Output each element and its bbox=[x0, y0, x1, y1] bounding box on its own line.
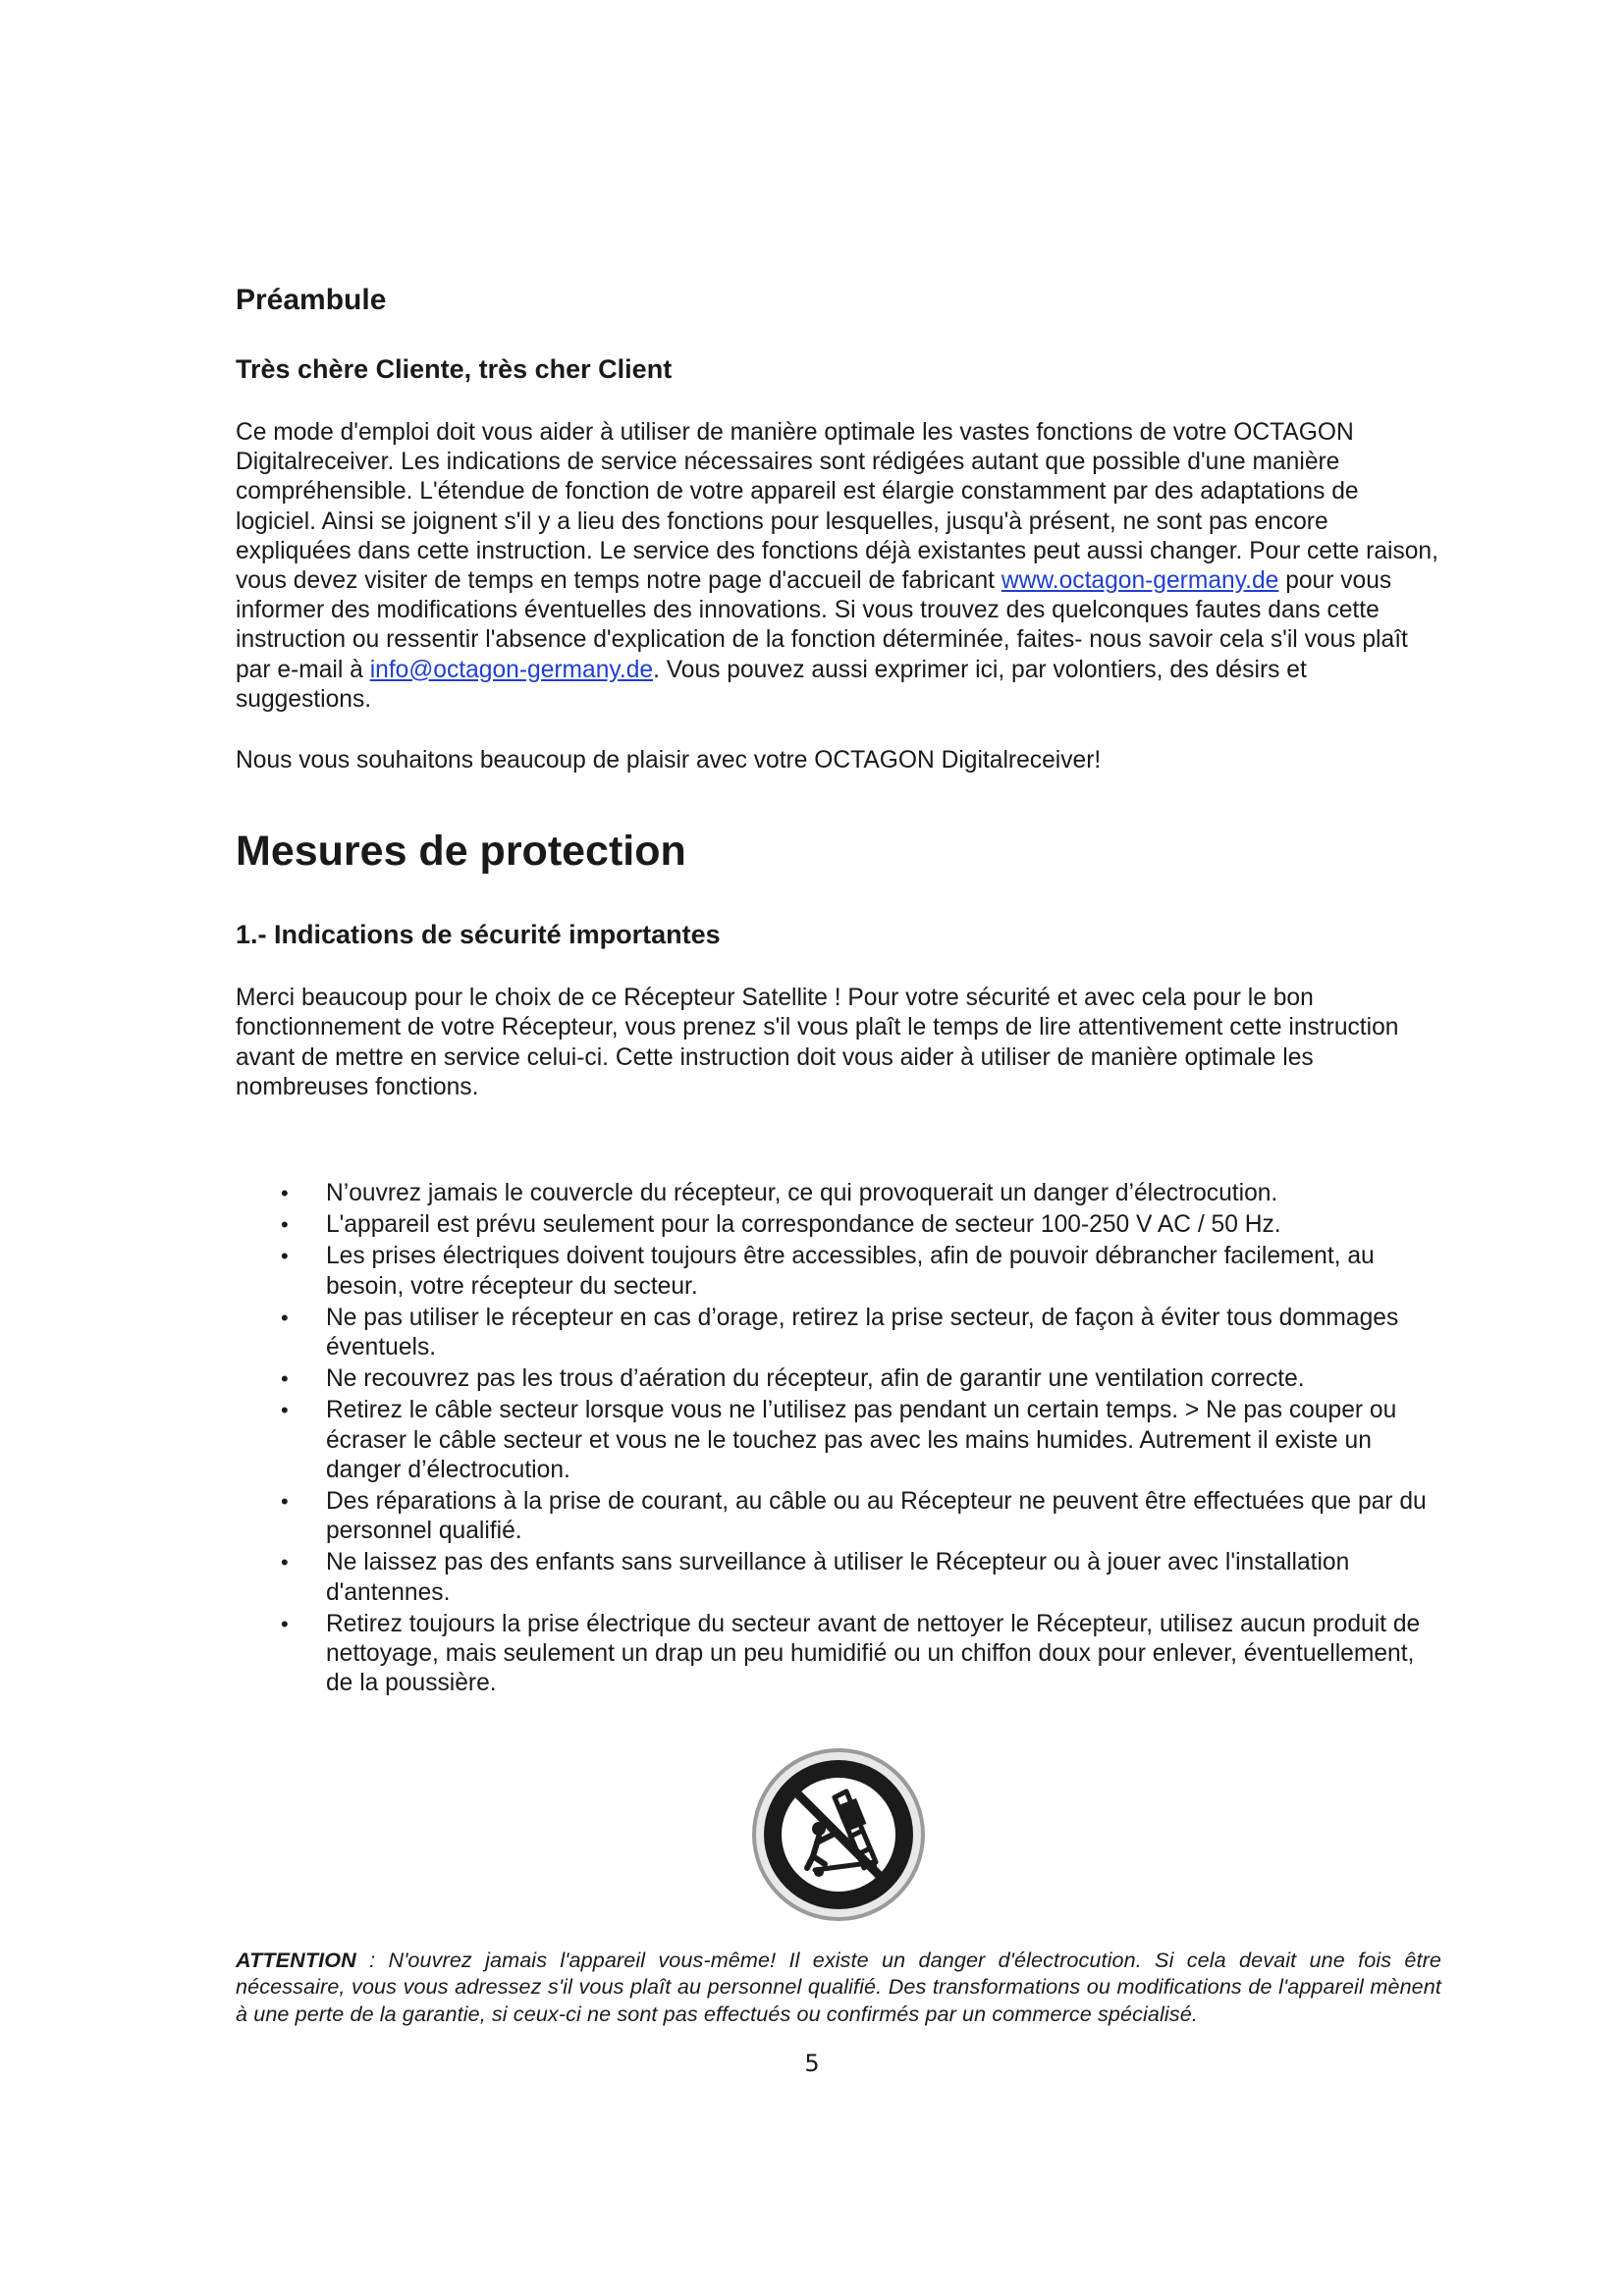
greeting-heading: Très chère Cliente, très cher Client bbox=[236, 354, 673, 384]
bullet-text: Ne pas utiliser le récepteur en cas d’orage, retirez la prise secteur, de façon à éviter tous dommages éventuels. bbox=[326, 1304, 1399, 1362]
document-page bbox=[236, 283, 1441, 2027]
website-link[interactable]: www.octagon-germany.de bbox=[1001, 567, 1279, 595]
preamble-closing: Nous vous souhaitons beaucoup de plaisir avec votre OCTAGON Digitalreceiver! bbox=[236, 747, 1102, 774]
list-item bbox=[236, 1610, 1441, 1699]
bullet-text: Ne laissez pas des enfants sans surveillance à utiliser le Récepteur ou à jouer avec l'installation d'antennes. bbox=[326, 1549, 1350, 1606]
bullet-text: Ne recouvrez pas les trous d’aération du récepteur, afin de garantir une ventilation correcte. bbox=[326, 1365, 1305, 1393]
cart-tip-over-warning-icon bbox=[750, 1746, 927, 1923]
warning-sign bbox=[236, 1746, 1441, 1923]
safety-section-title: 1.- Indications de sécurité importantes bbox=[236, 920, 721, 950]
list-item bbox=[236, 1210, 1441, 1240]
safety-bullet-list bbox=[236, 1179, 1441, 1698]
list-item bbox=[236, 1242, 1441, 1301]
preamble-body bbox=[236, 418, 1441, 715]
bullet-icon: • bbox=[281, 1212, 289, 1238]
list-item bbox=[236, 1487, 1441, 1546]
bullet-icon: • bbox=[281, 1181, 289, 1206]
list-item bbox=[236, 1304, 1441, 1362]
safety-intro: Merci beaucoup pour le choix de ce Récepteur Satellite ! Pour votre sécurité et avec cela pour le bon fonctionnement de votre Récepteur, vous prenez s'il vous plaît le temps de lire attentivement cette instruction avant de mettre en service celui-ci. Cette instruction doit vous aider à utiliser de manière optimale les nombreuses fonctions. bbox=[236, 985, 1399, 1100]
bullet-icon: • bbox=[281, 1305, 289, 1330]
bullet-text: Retirez le câble secteur lorsque vous ne l’utilisez pas pendant un certain temps. > Ne pas couper ou écraser le câble secteur et vous ne le touchez pas avec les mains humides. Autrement il existe un danger d’électrocution. bbox=[326, 1397, 1397, 1483]
preamble-title: Préambule bbox=[236, 284, 387, 316]
preamble-body-part3: . Vous pouvez aussi exprimer ici, par volontiers, des désirs et suggestions. bbox=[236, 656, 1307, 713]
bullet-icon: • bbox=[281, 1366, 289, 1392]
bullet-text: Des réparations à la prise de courant, au câble ou au Récepteur ne peuvent être effectuées que par du personnel qualifié. bbox=[326, 1488, 1427, 1545]
bullet-icon: • bbox=[281, 1244, 289, 1269]
protection-title: Mesures de protection bbox=[236, 828, 686, 876]
page-number: 5 bbox=[804, 2050, 820, 2077]
bullet-text: Retirez toujours la prise électrique du secteur avant de nettoyer le Récepteur, utilisez aucun produit de nettoyage, mais seulement un drap un peu humidifié ou un chiffon doux pour enlever, éventuellement, de la poussière. bbox=[326, 1610, 1421, 1697]
attention-notice bbox=[236, 1947, 1441, 2028]
preamble-body-part1: Ce mode d'emploi doit vous aider à utiliser de manière optimale les vastes fonctions de votre OCTAGON Digitalreceiver. Les indications de service nécessaires sont rédigées autant que possible d'une manière compréhensible. L'étendue de fonction de votre appareil est élargie constamment par des adaptations de logiciel. Ainsi se joignent s'il y a lieu des fonctions pour lesquelles, jusqu'à présent, ne sont pas encore expliquées dans cette instruction. Le service des fonctions déjà existantes peut aussi changer. Pour cette raison, vous devez visiter de temps en temps notre page d'accueil de fabricant bbox=[236, 419, 1438, 595]
bullet-icon: • bbox=[281, 1489, 289, 1515]
bullet-icon: • bbox=[281, 1611, 289, 1636]
email-link[interactable]: info@octagon-germany.de bbox=[369, 656, 654, 683]
list-item bbox=[236, 1364, 1441, 1394]
list-item bbox=[236, 1396, 1441, 1485]
bullet-text: L'appareil est prévu seulement pour la correspondance de secteur 100-250 V AC / 50 Hz. bbox=[326, 1211, 1281, 1239]
attention-label: ATTENTION bbox=[236, 1947, 356, 1972]
bullet-icon: • bbox=[281, 1398, 289, 1423]
attention-text: : N'ouvrez jamais l'appareil vous-même! Il existe un danger d'électrocution. Si cela devait une fois être nécessaire, vous vous adressez s'il vous plaît au personnel qualifié. Des transformations ou modifications de l'appareil mènent à une perte de la garantie, si ceux-ci ne sont pas effectués ou confirmés par un commerce spécialisé. bbox=[236, 1947, 1441, 2026]
bullet-text: Les prises électriques doivent toujours être accessibles, afin de pouvoir débrancher facilement, au besoin, votre récepteur du secteur. bbox=[326, 1243, 1375, 1300]
list-item bbox=[236, 1548, 1441, 1607]
preamble-body-part2: pour vous informer des modifications éventuelles des innovations. Si vous trouvez des quelconques fautes dans cette instruction ou ressentir l'absence d'explication de la fonction déterminée, faites- nous savoir cela s'il vous plaît par e-mail à bbox=[236, 567, 1408, 683]
bullet-icon: • bbox=[281, 1550, 289, 1575]
bullet-text: N’ouvrez jamais le couvercle du récepteur, ce qui provoquerait un danger d’électrocution. bbox=[326, 1180, 1278, 1207]
list-item bbox=[236, 1179, 1441, 1208]
